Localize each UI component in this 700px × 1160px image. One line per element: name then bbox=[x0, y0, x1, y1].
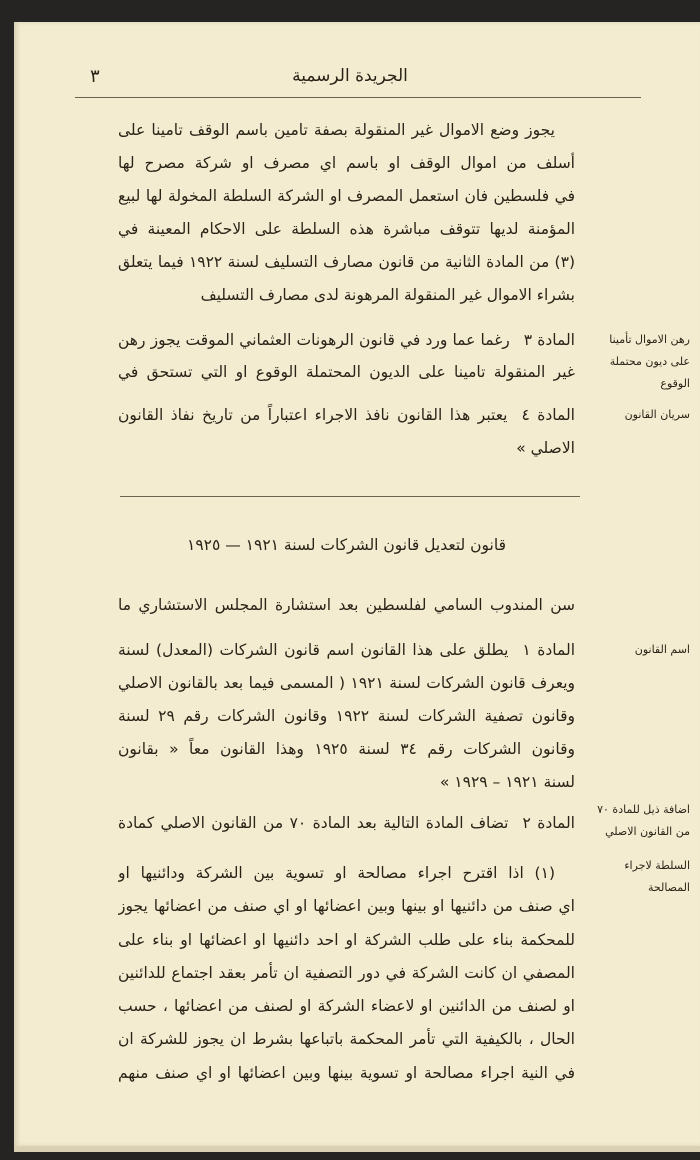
article-text: تضاف المادة التالية بعد المادة ٧٠ من القانون الاصلي كمادة bbox=[118, 814, 509, 832]
clause-line: اي صنف من دائنيها او بينها وبين اعضائها او اي صنف من اعضائها يجوز bbox=[118, 897, 575, 915]
article-label: المادة ٤ bbox=[521, 406, 575, 424]
header-rule bbox=[75, 97, 641, 98]
paragraph-line: بشراء الاموال غير المنقولة المرهونة لدى مصارف التسليف bbox=[200, 286, 575, 304]
clause-line: المصفي ان كانت الشركة في دور التصفية ان تأمر بعقد اجتماع للدائنين bbox=[118, 964, 575, 982]
article-1-line: وقانون الشركات رقم ٣٤ لسنة ١٩٢٥ وهذا القانون معاً « بقانون bbox=[118, 740, 575, 758]
article-text: يطلق على هذا القانون اسم قانون الشركات (المعدل) لسنة bbox=[118, 641, 509, 659]
paragraph-line: المؤمنة لديها تتوقف مباشرة هذه السلطة على الاحكام المعينة في bbox=[118, 220, 575, 238]
article-4-line bbox=[118, 402, 575, 428]
clause-line: (١) اذا اقترح اجراء مصالحة او تسوية بين الشركة ودائنيها او bbox=[118, 864, 555, 882]
margin-note: الوقوع bbox=[660, 377, 690, 390]
article-1-line: وقانون تصفية الشركات لسنة ١٩٢٢ وقانون الشركات رقم ٢٩ لسنة bbox=[118, 707, 575, 725]
margin-note: اضافة ذيل للمادة ٧٠ bbox=[597, 803, 690, 816]
article-label: المادة ٢ bbox=[522, 814, 575, 832]
paragraph-line: يجوز وضع الاموال غير المنقولة بصفة تامين باسم الوقف تامينا على bbox=[118, 121, 555, 139]
gazette-title: الجريدة الرسمية bbox=[292, 66, 408, 86]
article-text: يعتبر هذا القانون نافذ الاجراء اعتباراً من تاريخ نفاذ القانون bbox=[118, 406, 508, 424]
article-1-line: لسنة ١٩٢١ – ١٩٢٩ » bbox=[439, 773, 575, 791]
margin-note: سريان القانون bbox=[624, 408, 690, 421]
law-title: قانون لتعديل قانون الشركات لسنة ١٩٢١ — ١٩٢٥ bbox=[187, 536, 506, 554]
article-label: المادة ١ bbox=[522, 641, 575, 659]
article-text: رغما عما ورد في قانون الرهونات العثماني الموقت يجوز رهن bbox=[118, 331, 510, 349]
enactment-clause: سن المندوب السامي لفلسطين بعد استشارة المجلس الاستشاري ما bbox=[118, 596, 575, 614]
margin-note: اسم القانون bbox=[634, 643, 690, 656]
article-1-line bbox=[118, 637, 575, 663]
paragraph-line: (٣) من المادة الثانية من قانون مصارف التسليف لسنة ١٩٢٢ فيما يتعلق bbox=[118, 253, 575, 271]
clause-line: في النية اجراء مصالحة او تسوية بينها وبين اعضائها او اي صنف منهم bbox=[118, 1064, 575, 1082]
article-4-line: الاصلي » bbox=[516, 439, 575, 457]
margin-note: من القانون الاصلي bbox=[605, 825, 690, 838]
article-2-line bbox=[118, 810, 575, 836]
paragraph-line: في فلسطين فان استعمل المصرف او الشركة السلطة المخولة لها لبيع bbox=[118, 187, 575, 205]
section-divider bbox=[120, 496, 580, 497]
clause-line: الحال ، بالكيفية التي تأمر المحكمة باتباعها بشرط ان يجوز للشركة ان bbox=[118, 1030, 575, 1048]
margin-note: السلطة لاجراء bbox=[624, 859, 690, 872]
page-number: ٣ bbox=[90, 66, 100, 87]
paragraph-line: أسلف من اموال الوقف او باسم اي مصرف او شركة مصرح لها bbox=[118, 154, 575, 172]
page-edge bbox=[14, 1146, 700, 1152]
margin-note: على ديون محتملة bbox=[609, 355, 690, 368]
clause-line: للمحكمة بناء على طلب الشركة او احد دائنيها او اعضائها او بناء على bbox=[118, 931, 575, 949]
article-3-line: غير المنقولة تامينا على الديون المحتملة الوقوع او التي تستحق في bbox=[118, 363, 575, 381]
article-1-line: ويعرف قانون الشركات لسنة ١٩٢١ ( المسمى فيما بعد بالقانون الاصلي bbox=[118, 674, 575, 692]
article-label: المادة ٣ bbox=[523, 331, 575, 349]
article-3-line bbox=[118, 327, 575, 353]
margin-note: المصالحة bbox=[647, 881, 690, 894]
clause-line: او لصنف من الدائنين او لاعضاء الشركة او لصنف من اعضائها ، حسب bbox=[118, 997, 575, 1015]
margin-note: رهن الاموال تأمينا bbox=[609, 333, 690, 346]
